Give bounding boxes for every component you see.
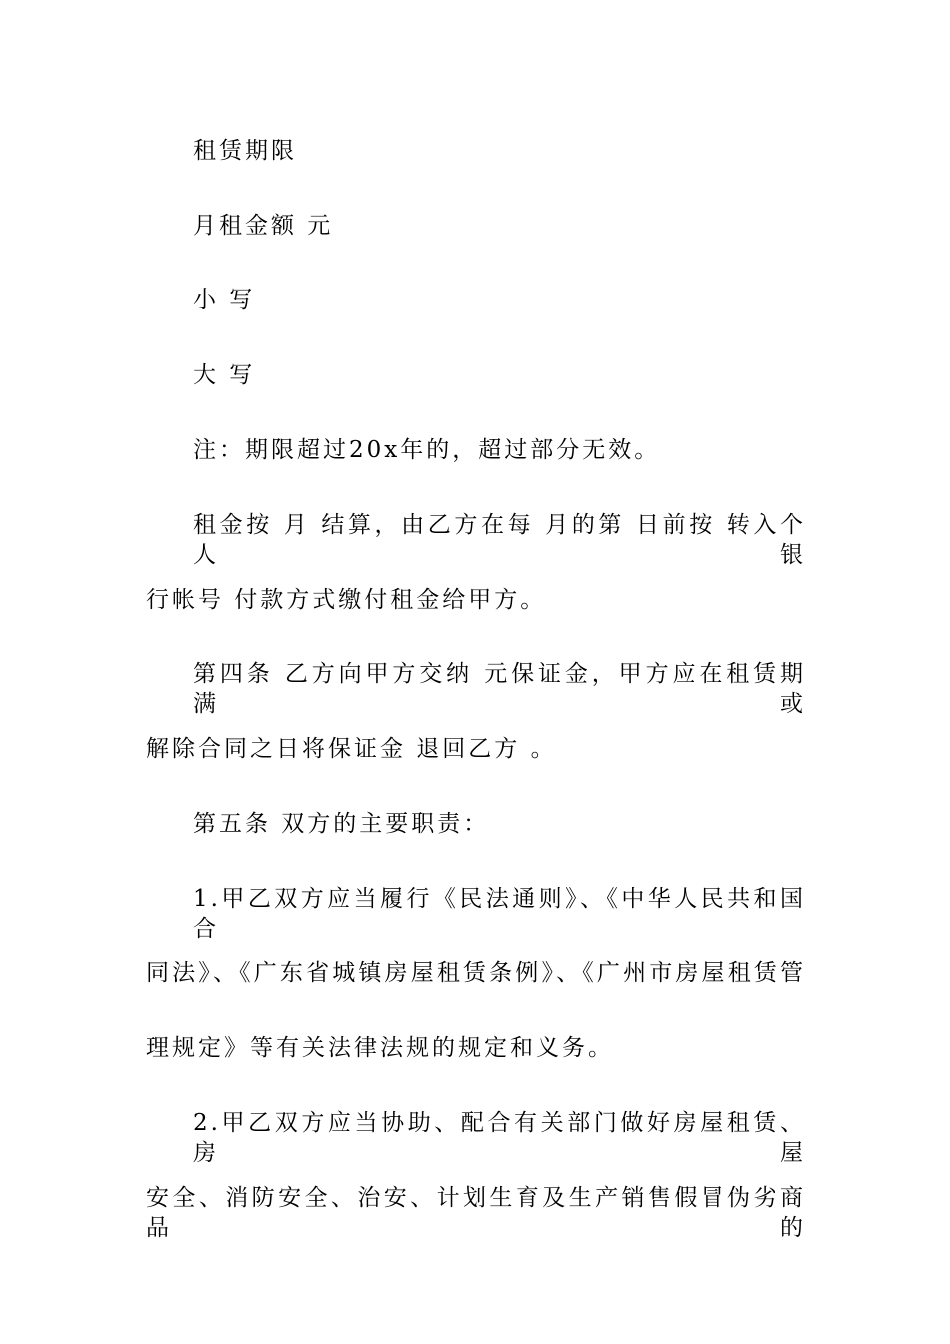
article-5-heading: 第五条 双方的主要职责： <box>193 811 490 837</box>
clause-2-line-1: 2.甲乙双方应当协助、配合有关部门做好房屋租赁、房屋 <box>193 1110 806 1166</box>
rent-payment-paragraph-line-1: 租金按 月 结算，由乙方在每 月的第 日前按 转入个人银 <box>193 512 806 568</box>
note-line: 注：期限超过20x年的，超过部分无效。 <box>193 437 661 463</box>
lease-term-line: 租赁期限 <box>193 138 297 164</box>
monthly-rent-line: 月租金额 元 <box>193 213 334 239</box>
clause-2-line-2: 安全、消防安全、治安、计划生育及生产销售假冒伪劣商品的 <box>146 1185 806 1241</box>
clause-1-line-3: 理规定》等有关法律法规的规定和义务。 <box>146 1035 614 1061</box>
amount-figures-line: 小 写 <box>193 287 256 313</box>
clause-1-line-2: 同法》、《广东省城镇房屋租赁条例》、《广州市房屋租赁管 <box>146 960 806 986</box>
rent-payment-paragraph-line-2: 行帐号 付款方式缴付租金给甲方。 <box>146 587 547 613</box>
clause-1-line-1: 1.甲乙双方应当履行《民法通则》、《中华人民共和国合 <box>193 886 806 942</box>
article-4-line-1: 第四条 乙方向甲方交纳 元保证金，甲方应在租赁期满或 <box>193 661 806 717</box>
amount-words-line: 大 写 <box>193 362 256 388</box>
article-4-line-2: 解除合同之日将保证金 退回乙方 。 <box>146 736 557 762</box>
